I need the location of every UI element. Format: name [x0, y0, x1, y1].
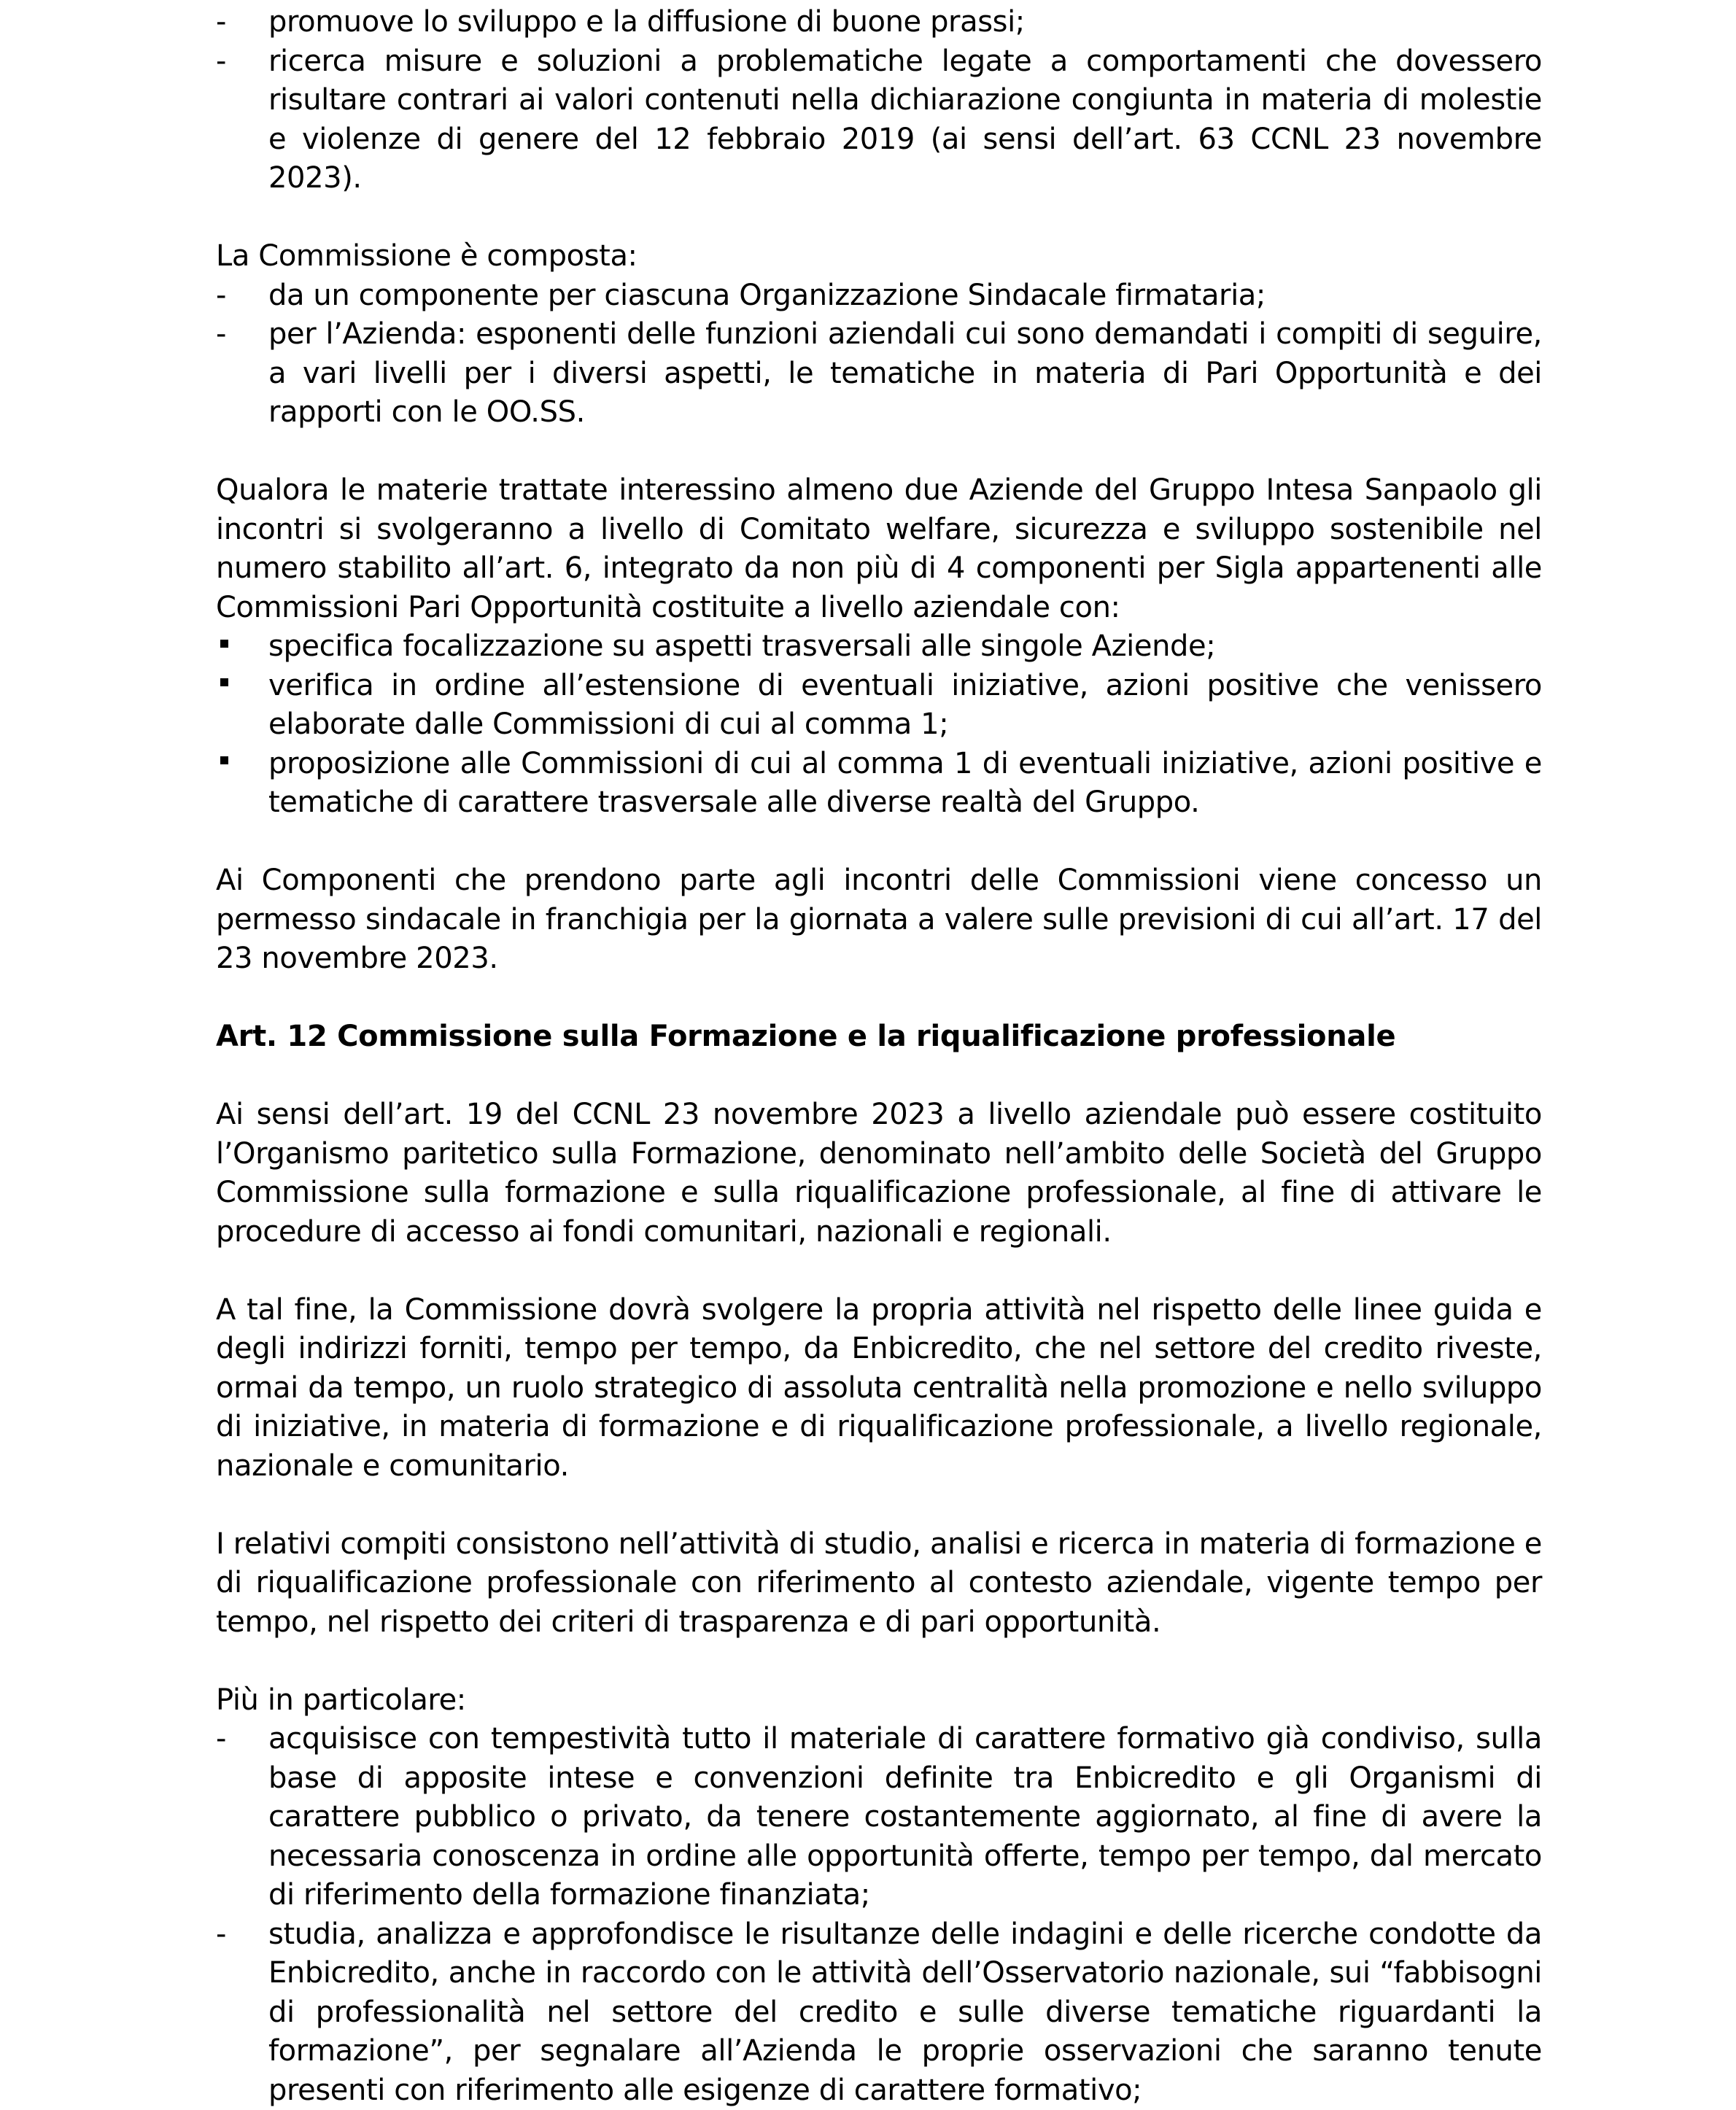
- top-dash-list: [216, 3, 1542, 198]
- list-item: [216, 1720, 1542, 1915]
- list-item: [216, 667, 1542, 745]
- dash-marker: -: [216, 315, 268, 433]
- list-item: [216, 3, 1542, 42]
- list-item: [216, 1915, 1542, 2110]
- art12-paragraph-2: A tal fine, la Commissione dovrà svolgere la propria attività nel rispetto delle linee guida e degli indirizzi forniti, tempo per tempo, da Enbicredito, che nel settore del credito riveste, ormai da tempo, un ruolo strategico di assoluta centralità nella promozione e nello sviluppo di iniziative, in materia di formazione e di riqualificazione professionale, a livello regionale, nazionale e comunitario.: [216, 1291, 1542, 1486]
- art12-details-section: [216, 1681, 1542, 2110]
- group-intro: Qualora le materie trattate interessino almeno due Aziende del Gruppo Intesa Sanpaolo gli incontri si svolgeranno a livello di Comitato welfare, sicurezza e sviluppo sostenibile nel numero stabilito all’art. 6, integrato da non più di 4 componenti per Sigla appartenenti alle Commissioni Pari Opportunità costituite a livello aziendale con:: [216, 471, 1542, 627]
- art12-paragraph-3: I relativi compiti consistono nell’attività di studio, analisi e ricerca in materia di formazione e di riqualificazione professionale con riferimento al contesto aziendale, vigente tempo per tempo, nel rispetto dei criteri di trasparenza e di pari opportunità.: [216, 1525, 1542, 1642]
- list-item-text: da un componente per ciascuna Organizzazione Sindacale firmataria;: [268, 276, 1542, 316]
- list-item: [216, 315, 1542, 433]
- composition-section: [216, 237, 1542, 433]
- black-square-bullet-icon: [216, 745, 268, 823]
- black-square-bullet-icon: [216, 627, 268, 667]
- list-item: [216, 745, 1542, 823]
- art12-details-intro: Più in particolare:: [216, 1681, 1542, 1721]
- art12-paragraph-1: Ai sensi dell’art. 19 del CCNL 23 novembre 2023 a livello aziendale può essere costituito l’Organismo paritetico sulla Formazione, denominato nell’ambito delle Società del Gruppo Commissione sulla formazione e sulla riqualificazione professionale, al fine di attivare le procedure di accesso ai fondi comunitari, nazionali e regionali.: [216, 1095, 1542, 1252]
- dash-marker: -: [216, 1915, 268, 2110]
- black-square-bullet-icon: [216, 667, 268, 745]
- list-item-text: ricerca misure e soluzioni a problematiche legate a comportamenti che dovessero risultare contrari ai valori contenuti nella dichiarazione congiunta in materia di molestie e violenze di genere del 12 febbraio 2019 (ai sensi dell’art. 63 CCNL 23 novembre 2023).: [268, 42, 1542, 198]
- document-page: [216, 3, 1542, 2110]
- group-section: [216, 471, 1542, 823]
- composition-intro: La Commissione è composta:: [216, 237, 1542, 276]
- article-heading: Art. 12 Commissione sulla Formazione e la riqualificazione professionale: [216, 1017, 1542, 1057]
- group-square-list: [216, 627, 1542, 823]
- list-item-text: acquisisce con tempestività tutto il materiale di carattere formativo già condiviso, sulla base di apposite intese e convenzioni definite tra Enbicredito e gli Organismi di carattere pubblico o privato, da tenere costantemente aggiornato, al fine di avere la necessaria conoscenza in ordine alle opportunità offerte, tempo per tempo, dal mercato di riferimento della formazione finanziata;: [268, 1720, 1542, 1915]
- list-item: [216, 276, 1542, 316]
- art12-dash-list: [216, 1720, 1542, 2110]
- dash-marker: -: [216, 276, 268, 316]
- list-item-text: per l’Azienda: esponenti delle funzioni aziendali cui sono demandati i compiti di seguire, a vari livelli per i diversi aspetti, le tematiche in materia di Pari Opportunità e dei rapporti con le OO.SS.: [268, 315, 1542, 433]
- dash-marker: -: [216, 1720, 268, 1915]
- dash-marker: -: [216, 42, 268, 198]
- permit-paragraph: Ai Componenti che prendono parte agli incontri delle Commissioni viene concesso un permesso sindacale in franchigia per la giornata a valere sulle previsioni di cui all’art. 17 del 23 novembre 2023.: [216, 861, 1542, 979]
- dash-marker: -: [216, 3, 268, 42]
- list-item-text: specifica focalizzazione su aspetti trasversali alle singole Aziende;: [268, 627, 1542, 667]
- list-item-text: proposizione alle Commissioni di cui al comma 1 di eventuali iniziative, azioni positive e tematiche di carattere trasversale alle diverse realtà del Gruppo.: [268, 745, 1542, 823]
- list-item-text: verifica in ordine all’estensione di eventuali iniziative, azioni positive che venissero elaborate dalle Commissioni di cui al comma 1;: [268, 667, 1542, 745]
- composition-list: [216, 276, 1542, 433]
- list-item: [216, 627, 1542, 667]
- list-item-text: promuove lo sviluppo e la diffusione di buone prassi;: [268, 3, 1542, 42]
- list-item: [216, 42, 1542, 198]
- list-item-text: studia, analizza e approfondisce le risultanze delle indagini e delle ricerche condotte da Enbicredito, anche in raccordo con le attività dell’Osservatorio nazionale, sui “fabbisogni di professionalità nel settore del credito e sulle diverse tematiche riguardanti la formazione”, per segnalare all’Azienda le proprie osservazioni che saranno tenute presenti con riferimento alle esigenze di carattere formativo;: [268, 1915, 1542, 2110]
